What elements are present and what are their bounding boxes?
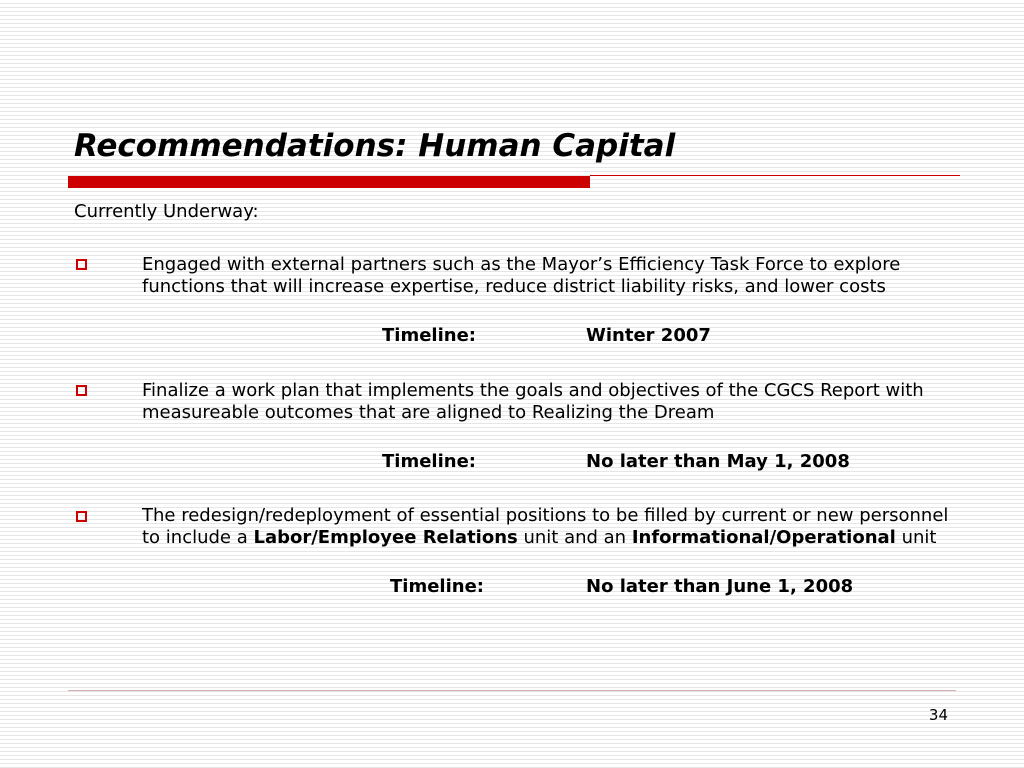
bullet-text: Engaged with external partners such as the Mayor’s Efficiency Task Force to explore functions that will increase expertise, reduce district liability risks, and lower costs: [142, 254, 901, 297]
timeline-label: Timeline:: [382, 325, 476, 346]
bullet-text: Finalize a work plan that implements the goals and objectives of the CGCS Report with measureable outcomes that are aligned to Realizing the Dream: [142, 380, 924, 423]
timeline-value: No later than May 1, 2008: [586, 451, 850, 472]
timeline-label: Timeline:: [390, 576, 484, 597]
bullet-text-emphasis: Informational/Operational: [631, 526, 896, 548]
title-accent-bar: [68, 176, 590, 188]
bullet-icon: [76, 259, 87, 270]
bullet-text-part: unit and an: [517, 526, 632, 548]
bullet-text-emphasis: Labor/Employee Relations: [253, 526, 518, 548]
bullet-icon: [76, 385, 87, 396]
timeline-value: No later than June 1, 2008: [586, 576, 854, 597]
slide-subtitle: Currently Underway:: [74, 201, 259, 222]
title-divider-line: [590, 175, 960, 176]
bullet-icon: [76, 511, 87, 522]
bullet-text-part: The redesign/redeployment of essential positions to be filled by current or new personnel to include a: [142, 505, 949, 548]
page-number: 34: [928, 706, 948, 724]
timeline-label: Timeline:: [382, 451, 476, 472]
footer-divider-line: [68, 690, 956, 691]
bullet-text-part: unit: [895, 526, 937, 548]
bullet-text: [142, 505, 957, 548]
timeline-value: Winter 2007: [586, 325, 711, 346]
slide-title: Recommendations: Human Capital: [74, 128, 676, 164]
